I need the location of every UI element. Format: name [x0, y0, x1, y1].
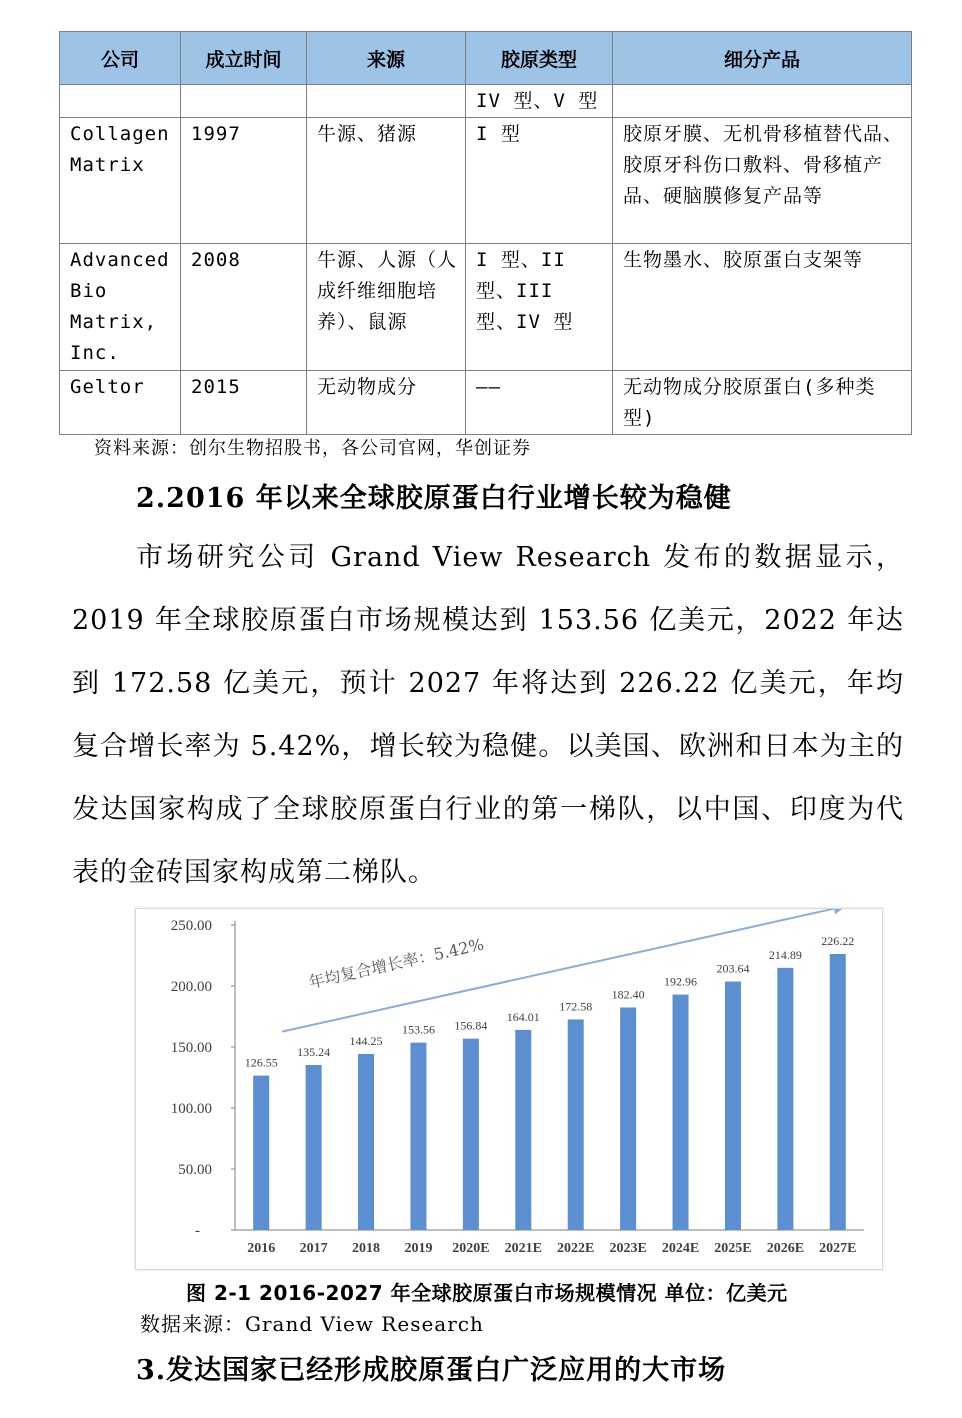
table-row	[60, 85, 912, 118]
cell-type: I 型、II 型、III 型、IV 型	[466, 244, 613, 371]
cell-products: 胶原牙膜、无机骨移植替代品、胶原牙科伤口敷料、骨移植产品、硬脑膜修复产品等	[613, 118, 912, 244]
data-label: 144.25	[349, 1034, 383, 1049]
bar	[777, 968, 793, 1230]
x-tick-label: 2022E	[557, 1241, 595, 1256]
cell-type: ——	[466, 371, 613, 435]
cell-year: 2008	[181, 244, 307, 371]
data-label: 192.96	[664, 974, 698, 989]
cell-company: Collagen Matrix	[60, 118, 181, 244]
figure-caption: 图 2-1 2016-2027 年全球胶原蛋白市场规模情况 单位：亿美元	[186, 1281, 788, 1305]
cell-source: 无动物成分	[307, 371, 466, 435]
data-label: 203.64	[716, 961, 750, 976]
x-tick-label: 2025E	[714, 1241, 752, 1256]
chart-canvas	[136, 909, 882, 1269]
bar	[410, 1043, 426, 1230]
x-tick-label: 2018	[352, 1241, 381, 1256]
y-tick-label: 100.00	[170, 1101, 212, 1117]
body-paragraph: 市场研究公司 Grand View Research 发布的数据显示，2019 年全球胶原蛋白市场规模达到 153.56 亿美元，2022 年达到 172.58 亿美元，预计 2027 年将达到 226.22 亿美元，年均复合增长率为 5.42%，增长较为稳健。以美国、欧洲和日本为主的发达国家构成了全球胶原蛋白行业的第一梯队，以中国、印度为代表的金砖国家构成第二梯队。	[72, 542, 904, 888]
cell-company: Advanced Bio Matrix, Inc.	[60, 244, 181, 371]
section-heading: 3.发达国家已经形成胶原蛋白广泛应用的大市场	[136, 1355, 727, 1386]
y-tick-label: -	[195, 1223, 200, 1239]
table-row	[60, 371, 912, 435]
table-row	[60, 244, 912, 371]
bar-chart	[135, 908, 883, 1270]
bar	[568, 1019, 584, 1230]
x-tick-label: 2023E	[609, 1241, 647, 1256]
cell-year: 2015	[181, 371, 307, 435]
growth-rate-annotation: 年均复合增长率：5.42%	[306, 934, 486, 993]
table-row	[60, 118, 912, 244]
data-label: 172.58	[559, 999, 593, 1014]
bar	[515, 1030, 531, 1230]
cell-year: 1997	[181, 118, 307, 244]
data-label: 214.89	[768, 947, 802, 962]
data-label: 182.40	[611, 987, 645, 1002]
trend-arrow-head	[833, 909, 846, 914]
x-tick-label: 2020E	[452, 1241, 490, 1256]
table-source-note: 资料来源：创尔生物招股书，各公司官网，华创证券	[94, 438, 531, 459]
x-tick-label: 2017	[299, 1241, 328, 1256]
table-header-row	[60, 32, 912, 85]
cell-products: 无动物成分胶原蛋白(多种类型)	[613, 371, 912, 435]
data-label: 156.84	[454, 1018, 488, 1033]
x-tick-label: 2021E	[504, 1241, 542, 1256]
bar	[620, 1007, 636, 1230]
cell-source: 牛源、人源（人成纤维细胞培养）、鼠源	[307, 244, 466, 371]
data-label: 153.56	[401, 1022, 435, 1037]
cell-type: I 型	[466, 118, 613, 244]
cell-type: IV 型、V 型	[466, 85, 613, 118]
header-founded: 成立时间	[181, 32, 307, 85]
section-heading: 2.2016 年以来全球胶原蛋白行业增长较为稳健	[136, 483, 732, 514]
figure-source-note: 数据来源：Grand View Research	[140, 1312, 484, 1336]
header-products: 细分产品	[613, 32, 912, 85]
cell-source: 牛源、猪源	[307, 118, 466, 244]
data-label: 226.22	[821, 934, 855, 949]
cell-company: Geltor	[60, 371, 181, 435]
header-company: 公司	[60, 32, 181, 85]
cell-products: 生物墨水、胶原蛋白支架等	[613, 244, 912, 371]
x-tick-label: 2024E	[661, 1241, 700, 1256]
company-table	[59, 31, 912, 435]
data-label: 126.55	[244, 1055, 278, 1070]
bar	[725, 982, 741, 1230]
y-tick-label: 250.00	[170, 918, 212, 934]
x-tick-label: 2027E	[819, 1241, 857, 1256]
bar	[463, 1039, 479, 1230]
y-tick-label: 200.00	[170, 979, 212, 995]
x-tick-label: 2026E	[766, 1241, 805, 1256]
bar	[253, 1076, 269, 1230]
header-collagen-type: 胶原类型	[466, 32, 613, 85]
bar	[306, 1065, 322, 1230]
data-label: 135.24	[297, 1045, 331, 1060]
y-tick-label: 150.00	[170, 1040, 212, 1056]
data-label: 164.01	[506, 1009, 540, 1024]
x-tick-label: 2019	[404, 1241, 433, 1256]
header-source: 来源	[307, 32, 466, 85]
bar	[358, 1054, 374, 1230]
x-tick-label: 2016	[247, 1241, 276, 1256]
y-tick-label: 50.00	[178, 1162, 212, 1178]
bar	[673, 995, 689, 1230]
bar	[830, 954, 846, 1230]
